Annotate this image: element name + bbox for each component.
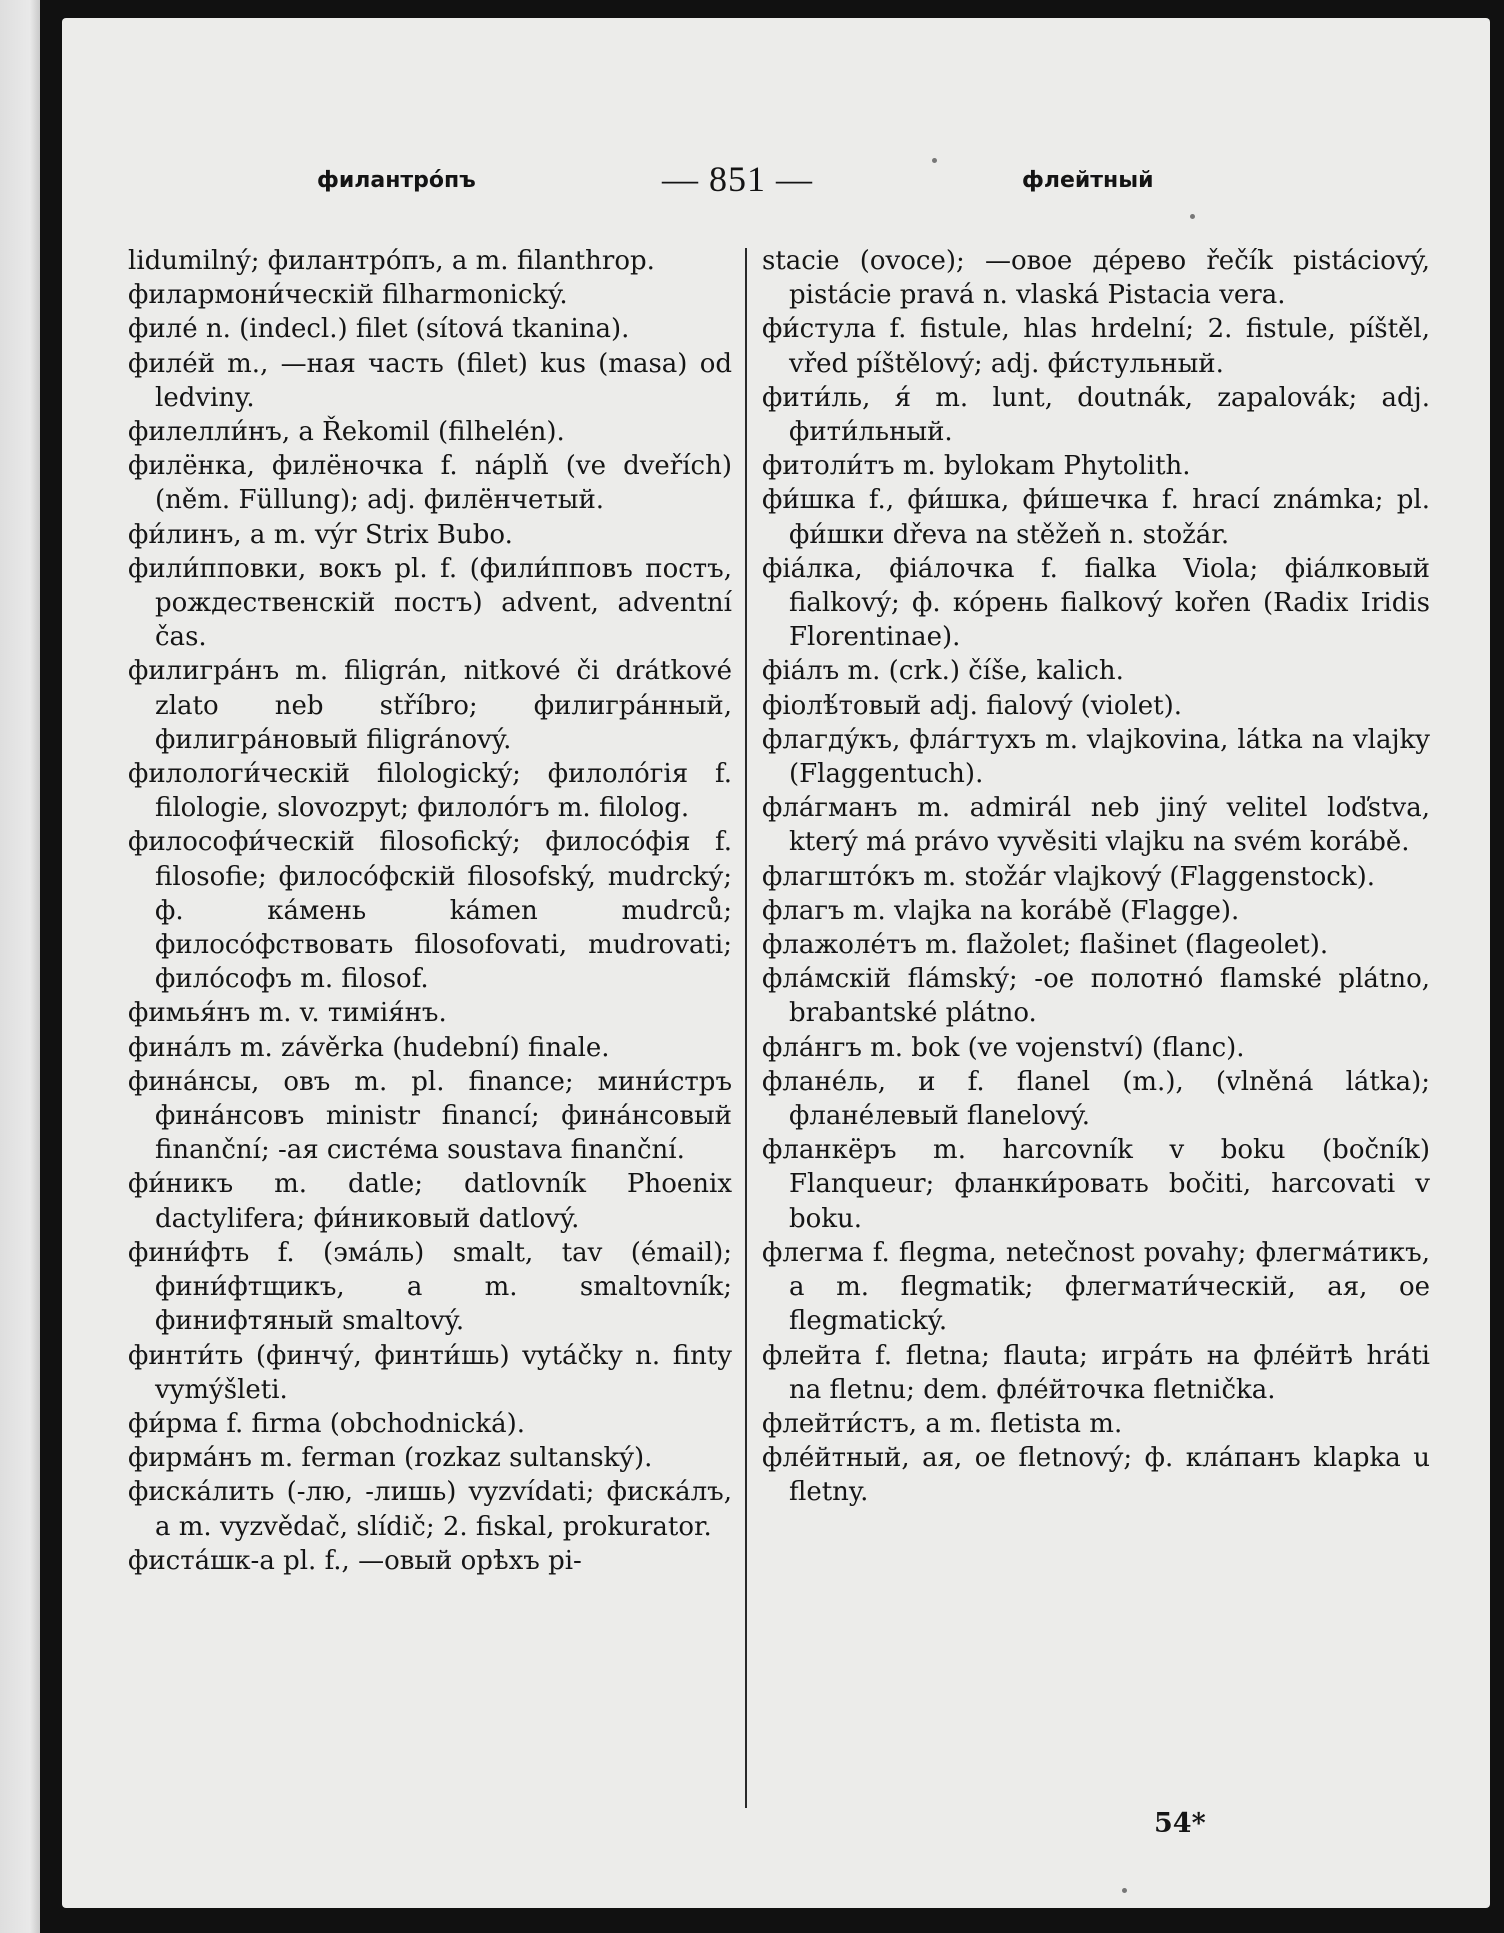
dictionary-entry: фла́гманъ m. admirál neb jiný velitel loďstva, který má právo vyvěsiti vlajku na svém korábě. xyxy=(762,793,1430,858)
dictionary-entry: фили́пповки, вокъ pl. f. (фили́пповъ постъ, рождественскій постъ) advent, adventní čas. xyxy=(128,553,732,653)
dictionary-entry: флейти́стъ, a m. fletista m. xyxy=(762,1408,1123,1439)
page-number: — 851 — xyxy=(662,159,813,199)
dictionary-entry: stacie (ovoce); —овое де́рево řečík pistáciový, pistácie pravá n. vlaská Pistacia vera. xyxy=(762,246,1430,311)
header-left-guideword: филантро́пъ xyxy=(317,168,476,193)
dictionary-page xyxy=(62,18,1490,1908)
dictionary-entry: филе́ n. (indecl.) filet (sítová tkanina). xyxy=(128,314,630,345)
dictionary-entry: философи́ческій filosofický; филосо́фія f. filosofie; филосо́фскій filosofský, mudrcký; ф. ка́мень kámen mudrců; филосо́фствовать filosofovati, mudrovati; фило́софъ m. filosof. xyxy=(128,827,732,995)
signature-mark: 54* xyxy=(1154,1808,1206,1839)
dictionary-entry: фіолѣ́товый adj. fialový (violet). xyxy=(762,690,1183,721)
dictionary-entry: флажоле́тъ m. flažolet; flašinet (flageolet). xyxy=(762,930,1329,961)
dictionary-entry: фи́линъ, a m. výr Strix Bubo. xyxy=(128,519,513,550)
dictionary-entry: филелли́нъ, a Řekomil (filhelén). xyxy=(128,417,565,448)
dictionary-entry: фи́рма f. firma (obchodnická). xyxy=(128,1408,526,1439)
dictionary-entry: фла́мскій flámský; -ое полотно́ flamské plátno, brabantské plátno. xyxy=(762,964,1430,1029)
dictionary-entry: фле́йтный, ая, ое fletnový; ф. кла́панъ klapka u fletny. xyxy=(762,1443,1430,1508)
running-header xyxy=(62,158,1490,208)
left-column xyxy=(128,244,732,1578)
column-divider xyxy=(745,248,747,1808)
dictionary-entry: филе́й m., —ная часть (filet) kus (masa) od ledviny. xyxy=(128,348,732,413)
right-column xyxy=(762,244,1430,1510)
dictionary-entry: фимья́нъ m. v. тимія́нъ. xyxy=(128,998,447,1029)
dictionary-entry: фланкёръ m. harcovník v boku (bočník) Flanqueur; фланки́ровать bočiti, harcovati v boku. xyxy=(762,1135,1430,1234)
dictionary-entry: фиста́шк-а pl. f., —овый орѣхъ pi- xyxy=(128,1545,582,1576)
header-right-guideword: флейтный xyxy=(1022,168,1154,193)
dictionary-entry: фи́шка f., фи́шка, фи́шечка f. hrací známka; pl. фи́шки dřeva na stěžeň n. stožár. xyxy=(762,485,1430,550)
dictionary-entry: филигра́нъ m. filigrán, nitkové či drátkové zlato neb stříbro; филигра́нный, филигра́новый filigránový. xyxy=(128,656,732,755)
dictionary-entry: фіа́лка, фіа́лочка f. fialka Viola; фіа́лковый fialkový; ф. ко́рень fialkový kořen (Radix Iridis Florentinae). xyxy=(762,553,1430,653)
paper-speck xyxy=(1190,214,1195,219)
paper-speck xyxy=(1122,1888,1127,1893)
dictionary-entry: флане́ль, и f. flanel (m.), (vlněná látka); флане́левый flanelový. xyxy=(762,1066,1430,1132)
dictionary-entry: флагъ m. vlajka na korábě (Flagge). xyxy=(762,895,1240,926)
dictionary-entry: флейта f. fletna; flauta; игра́ть на фле́йтѣ hráti na fletnu; dem. фле́йточка fletnička. xyxy=(762,1340,1430,1405)
dictionary-entry: фини́фть f. (эма́ль) smalt, tav (émail); фини́фтщикъ, a m. smaltovník; финифтяный smaltový. xyxy=(128,1237,732,1337)
dictionary-entry: филологи́ческій filologický; филоло́гія f. filologie, slovozpyt; филоло́гъ m. filolog. xyxy=(128,759,732,824)
dictionary-entry: фла́нгъ m. bok (ve vojenství) (flanc). xyxy=(762,1032,1245,1063)
dictionary-entry: фи́никъ m. datle; datlovník Phoenix dactylifera; фи́никовый datlový. xyxy=(128,1169,732,1234)
dictionary-entry: филёнка, филёночка f. náplň (ve dveřích) (něm. Füllung); adj. филёнчетый. xyxy=(128,451,732,516)
dictionary-entry: филармони́ческій filharmonický. xyxy=(128,280,568,311)
dictionary-entry: фина́лъ m. závěrka (hudební) finale. xyxy=(128,1032,610,1063)
dictionary-entry: флагшто́къ m. stožár vlajkový (Flaggenstock). xyxy=(762,861,1375,892)
dictionary-entry: фи́стула f. fistule, hlas hrdelní; 2. fistule, píštěl, vřed píštělový; adj. фи́стульный. xyxy=(762,314,1430,379)
dictionary-entry: lidumilný; филантро́пъ, a m. filanthrop. xyxy=(128,246,655,276)
dictionary-entry: фирма́нъ m. ferman (rozkaz sultanský). xyxy=(128,1443,653,1474)
dictionary-entry: фити́ль, я́ m. lunt, doutnák, zapalovák; adj. фити́льный. xyxy=(762,382,1430,448)
dictionary-entry: финти́ть (финчу́, финти́шь) vytáčky n. finty vymýšleti. xyxy=(128,1340,732,1405)
dictionary-entry: фиска́лить (-лю, -лишь) vyzvídati; фиска́лъ, a m. vyzvědač, slídič; 2. fiskal, prokurator. xyxy=(128,1477,732,1542)
dictionary-entry: фитоли́тъ m. bylokam Phytolith. xyxy=(762,451,1191,482)
dictionary-entry: фина́нсы, овъ m. pl. finance; мини́стръ фина́нсовъ ministr financí; фина́нсовый finanční; -ая систе́ма soustava finanční. xyxy=(128,1066,732,1166)
dictionary-entry: фіа́лъ m. (crk.) číše, kalich. xyxy=(762,656,1124,687)
paper-speck xyxy=(932,158,937,163)
adjacent-page-edge xyxy=(0,0,40,1933)
dictionary-entry: флагду́къ, фла́гтухъ m. vlajkovina, látka na vlajky (Flaggentuch). xyxy=(762,724,1430,790)
dictionary-entry: флегма f. flegma, netečnost povahy; флегма́тикъ, a m. flegmatik; флегмати́ческій, ая, ое flegmatický. xyxy=(762,1237,1430,1337)
